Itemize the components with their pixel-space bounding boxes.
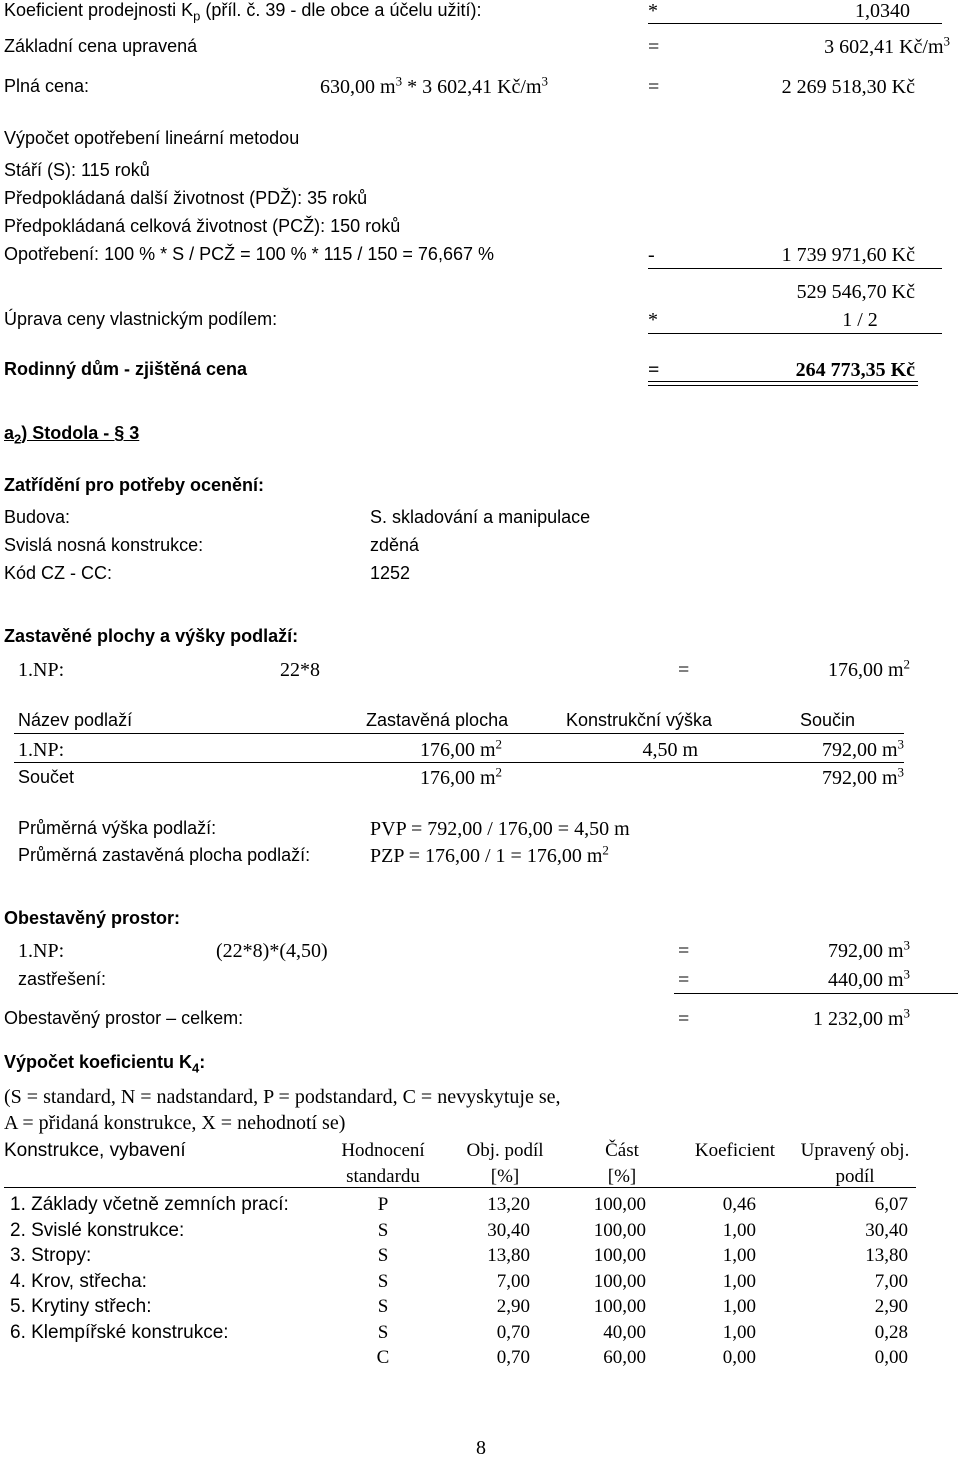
k4-cell: 7,00 bbox=[496, 1270, 530, 1292]
k4-row bbox=[0, 1323, 960, 1347]
area-row-height: 4,50 m bbox=[642, 739, 698, 761]
share-label: Úprava ceny vlastnickým podílem: bbox=[4, 309, 278, 329]
koef-value: 1,0340 bbox=[855, 0, 910, 22]
k4-cell: 100,00 bbox=[593, 1219, 646, 1241]
k4-header: Upravený obj. bbox=[800, 1140, 910, 1161]
total-life: Předpokládaná celková životnost (PCŽ): 150 roků bbox=[4, 216, 401, 236]
k4-cell: 3. Stropy: bbox=[10, 1245, 92, 1266]
plna-label: Plná cena: bbox=[4, 76, 90, 96]
area-row-product: 792,00 $m^3$ bbox=[821, 736, 904, 761]
remaining-life: Předpokládaná další životnost (PDŽ): 35 roků bbox=[4, 188, 368, 208]
result-value: 264 773,35 Kč bbox=[795, 359, 915, 381]
k4-cell: 100,00 bbox=[593, 1270, 646, 1292]
double-rule bbox=[648, 385, 918, 386]
area-row-area: 176,00 $m^2$ bbox=[419, 736, 502, 761]
vol-np-value: 792,00 $m^3$ bbox=[827, 937, 910, 962]
k4-header: standardu bbox=[346, 1166, 420, 1187]
k4-header: [%] bbox=[607, 1166, 637, 1187]
k4-cell: 2,90 bbox=[874, 1296, 908, 1317]
k4-row bbox=[0, 1272, 960, 1296]
k4-legend-1: (S = standard, N = nadstandard, P = podstandard, C = nevyskytuje se, bbox=[4, 1086, 561, 1108]
k4-header: [%] bbox=[490, 1166, 520, 1187]
k4-row bbox=[0, 1221, 960, 1245]
vol-roof-label: zastřešení: bbox=[18, 969, 107, 989]
koef-op: * bbox=[648, 0, 658, 22]
area-header: Zastavěná plocha bbox=[366, 710, 509, 730]
result-label: Rodinný dům - zjištěná cena bbox=[4, 359, 248, 379]
k4-cell: 100,00 bbox=[593, 1194, 646, 1215]
class-value: 1252 bbox=[370, 563, 411, 583]
k4-header: Konstrukce, vybavení bbox=[4, 1140, 186, 1161]
koef-label: Koeficient prodejnosti $K_p$ (příl. č. 39 - dle obce a účelu užití): bbox=[4, 0, 482, 24]
k4-cell: 6,07 bbox=[874, 1194, 908, 1215]
k4-cell: 0,70 bbox=[496, 1321, 530, 1343]
k4-cell: C bbox=[376, 1347, 390, 1368]
plna-expr: 630,00 $m^3 * 3$ 602,41 $Kč/m^3$ bbox=[320, 73, 548, 98]
volume-title: Obestavěný prostor: bbox=[4, 908, 181, 928]
avg-area-value: PZP = 176,00 / 1 = 176,00 $m^2$ bbox=[370, 842, 609, 867]
np-expr: 22*8 bbox=[280, 659, 320, 681]
k4-cell: 60,00 bbox=[603, 1347, 646, 1368]
vol-roof-op: = bbox=[678, 969, 690, 991]
rule bbox=[648, 333, 942, 334]
k4-cell: 2. Svislé konstrukce: bbox=[10, 1219, 185, 1241]
k4-header: Koeficient bbox=[694, 1140, 776, 1161]
k4-cell: 13,20 bbox=[487, 1194, 530, 1215]
k4-cell: 1. Základy včetně zemních prací: bbox=[10, 1194, 289, 1215]
k4-cell: S bbox=[377, 1270, 389, 1292]
class-label: Kód CZ - CC: bbox=[4, 563, 113, 583]
area-sum-area: 176,00 $m^2$ bbox=[419, 764, 502, 789]
np-op: = bbox=[678, 659, 690, 681]
k4-cell: 100,00 bbox=[593, 1245, 646, 1266]
class-value: S. skladování a manipulace bbox=[370, 507, 591, 527]
k4-cell: P bbox=[377, 1194, 389, 1215]
rule bbox=[14, 762, 904, 763]
vol-np-op: = bbox=[678, 940, 690, 962]
class-label: Budova: bbox=[4, 507, 71, 527]
area-row-name: 1.NP: bbox=[18, 739, 65, 761]
area-header: Název podlaží bbox=[18, 710, 133, 730]
zakladni-label: Základní cena upravená bbox=[4, 36, 198, 56]
page-number: 8 bbox=[476, 1437, 486, 1459]
k4-cell: 6. Klempířské konstrukce: bbox=[10, 1321, 229, 1343]
k4-header: Obj. podíl bbox=[466, 1140, 544, 1161]
k4-cell: S bbox=[377, 1245, 389, 1266]
plna-value: 2 269 518,30 Kč bbox=[781, 76, 915, 98]
plna-op: = bbox=[648, 76, 660, 98]
k4-cell: 1,00 bbox=[722, 1219, 756, 1241]
section-heading: $a_2$) Stodola - § 3 bbox=[4, 423, 140, 447]
wear-value: 1 739 971,60 Kč bbox=[781, 244, 915, 266]
double-rule bbox=[648, 381, 918, 382]
areas-title: Zastavěné plochy a výšky podlaží: bbox=[4, 626, 299, 646]
classification-title: Zatřídění pro potřeby ocenění: bbox=[4, 475, 265, 495]
vol-np-label: 1.NP: bbox=[18, 940, 65, 962]
subtotal-value: 529 546,70 Kč bbox=[796, 281, 915, 303]
zakladni-value: 3 602,41 $Kč/m^3$ bbox=[824, 33, 950, 58]
k4-header: Část bbox=[605, 1140, 639, 1161]
vol-total-op: = bbox=[678, 1008, 690, 1030]
k4-cell: 1,00 bbox=[722, 1321, 756, 1343]
avg-height-label: Průměrná výška podlaží: bbox=[18, 818, 217, 838]
rule bbox=[4, 1187, 916, 1188]
k4-row bbox=[0, 1348, 960, 1372]
class-label: Svislá nosná konstrukce: bbox=[4, 535, 204, 555]
vol-total-value: 1 232,00 $m^3$ bbox=[812, 1005, 910, 1030]
depreciation-title: Výpočet opotřebení lineární metodou bbox=[4, 128, 300, 148]
k4-cell: 13,80 bbox=[865, 1245, 908, 1266]
result-op: = bbox=[648, 359, 660, 381]
share-op: * bbox=[648, 309, 658, 331]
np-label: 1.NP: bbox=[18, 659, 65, 681]
k4-cell: 1,00 bbox=[722, 1245, 756, 1266]
k4-cell: 13,80 bbox=[487, 1245, 530, 1266]
k4-cell: 0,28 bbox=[874, 1321, 908, 1343]
k4-cell: S bbox=[377, 1321, 389, 1343]
avg-area-label: Průměrná zastavěná plocha podlaží: bbox=[18, 845, 311, 865]
np-value: 176,00 $m^2$ bbox=[827, 656, 910, 681]
k4-header: Hodnocení bbox=[341, 1140, 425, 1161]
area-sum-product: 792,00 $m^3$ bbox=[821, 764, 904, 789]
rule bbox=[674, 993, 958, 994]
zakladni-op: = bbox=[648, 36, 660, 58]
vol-total-label: Obestavěný prostor – celkem: bbox=[4, 1008, 244, 1028]
k4-cell: 0,00 bbox=[874, 1347, 908, 1368]
k4-header: podíl bbox=[835, 1166, 875, 1187]
k4-row bbox=[0, 1195, 960, 1219]
area-header: Součin bbox=[800, 710, 856, 730]
k4-cell: 0,70 bbox=[496, 1347, 530, 1368]
k4-cell: 1,00 bbox=[722, 1270, 756, 1292]
k4-cell: 40,00 bbox=[603, 1321, 646, 1343]
k4-cell: 0,46 bbox=[722, 1194, 756, 1215]
k4-legend-2: A = přidaná konstrukce, X = nehodnotí se) bbox=[4, 1112, 346, 1134]
class-value: zděná bbox=[370, 535, 420, 555]
k4-cell: 0,00 bbox=[722, 1347, 756, 1368]
k4-cell: S bbox=[377, 1219, 389, 1241]
k4-cell: S bbox=[377, 1296, 389, 1317]
rule bbox=[648, 268, 942, 269]
k4-cell: 1,00 bbox=[722, 1296, 756, 1317]
area-header: Konstrukční výška bbox=[566, 710, 713, 730]
avg-height-value: PVP = 792,00 / 176,00 = 4,50 m bbox=[370, 818, 630, 840]
k4-cell: 30,40 bbox=[487, 1219, 530, 1241]
area-sum-name: Součet bbox=[18, 767, 75, 787]
k4-row bbox=[0, 1297, 960, 1321]
age: Stáří (S): 115 roků bbox=[4, 160, 150, 180]
k4-cell: 100,00 bbox=[593, 1296, 646, 1317]
wear: Opotřebení: 100 % * S / PCŽ = 100 % * 115 / 150 = 76,667 % bbox=[4, 244, 494, 264]
k4-cell: 30,40 bbox=[865, 1219, 908, 1241]
k4-cell: 5. Krytiny střech: bbox=[10, 1296, 152, 1317]
k4-row bbox=[0, 1246, 960, 1270]
k4-cell: 4. Krov, střecha: bbox=[10, 1270, 147, 1292]
k4-cell: 2,90 bbox=[496, 1296, 530, 1317]
vol-roof-value: 440,00 $m^3$ bbox=[827, 966, 910, 991]
vol-np-expr: (22*8)*(4,50) bbox=[216, 940, 328, 962]
wear-op: - bbox=[648, 244, 655, 266]
k4-cell: 7,00 bbox=[874, 1270, 908, 1292]
rule bbox=[14, 733, 904, 734]
rule bbox=[648, 23, 942, 24]
share-value: 1 / 2 bbox=[842, 309, 878, 331]
k4-title: Výpočet koeficientu $K_4$: bbox=[4, 1052, 206, 1076]
